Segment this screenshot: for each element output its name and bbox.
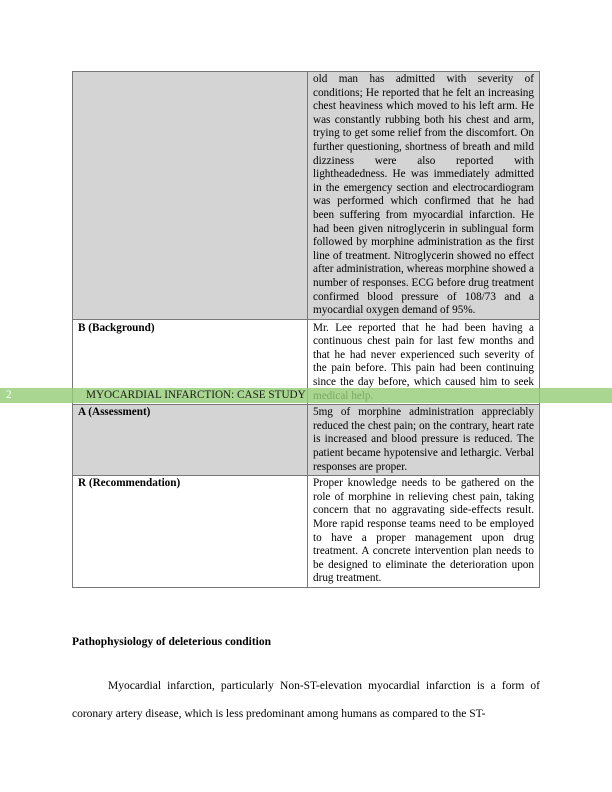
row-content: Mr. Lee reported that he had been having a continuous chest pain for last few months and that he had never experienced such severity of the pain before. This pain had been continuing since the day before, which caused him to seek bbox=[308, 319, 540, 405]
row-content: Proper knowledge needs to be gathered on the role of morphine in relieving chest pain, taking concern that no aggravating side-effects result. More rapid response teams need to be employed to have a proper management upon drug treatment. A concrete intervention plan needs to be designed to eliminate the deterioration upon drug treatment. bbox=[308, 476, 540, 588]
section-heading: Pathophysiology of deleterious condition bbox=[72, 636, 272, 648]
table-row bbox=[73, 405, 540, 476]
page-number: 2 bbox=[6, 389, 12, 401]
table-row bbox=[73, 72, 540, 320]
page-header-band bbox=[0, 388, 612, 403]
row-label: R (Recommendation) bbox=[73, 476, 308, 588]
row-label: A (Assessment) bbox=[73, 405, 308, 476]
row-label: B (Background) bbox=[73, 319, 308, 405]
running-head: MYOCARDIAL INFARCTION: CASE STUDY bbox=[86, 389, 306, 401]
row-content: old man has admitted with severity of conditions; He reported that he felt an increasing chest heaviness which moved to his left arm. He was constantly rubbing both his chest and arm, trying to get some relief from the discomfort. On further questioning, shortness of breath and mild dizziness were also reported with lightheadedness. He was immediately admitted in the emergency section and electrocardiogram was performed which confirmed that he had been suffering from myocardial infarction. He had been given nitroglycerin in sublingual form followed by morphine administration as the first line of treatment. Nitroglycerin showed no effect after administration, whereas morphine showed a number of responses. ECG before drug treatment confirmed blood pressure of 108/73 and a myocardial oxygen demand of 95%. bbox=[308, 72, 540, 320]
table-row bbox=[73, 476, 540, 588]
row-label bbox=[73, 72, 308, 320]
body-paragraph: Myocardial infarction, particularly Non-ST-elevation myocardial infarction is a form of coronary artery disease, which is less predominant among humans as compared to the ST- bbox=[72, 680, 540, 720]
row-content: 5mg of morphine administration appreciably reduced the chest pain; on the contrary, heart rate is increased and blood pressure is reduced. The patient became hypotensive and lethargic. Verbal responses are proper. bbox=[308, 405, 540, 476]
sbar-table bbox=[72, 71, 540, 588]
